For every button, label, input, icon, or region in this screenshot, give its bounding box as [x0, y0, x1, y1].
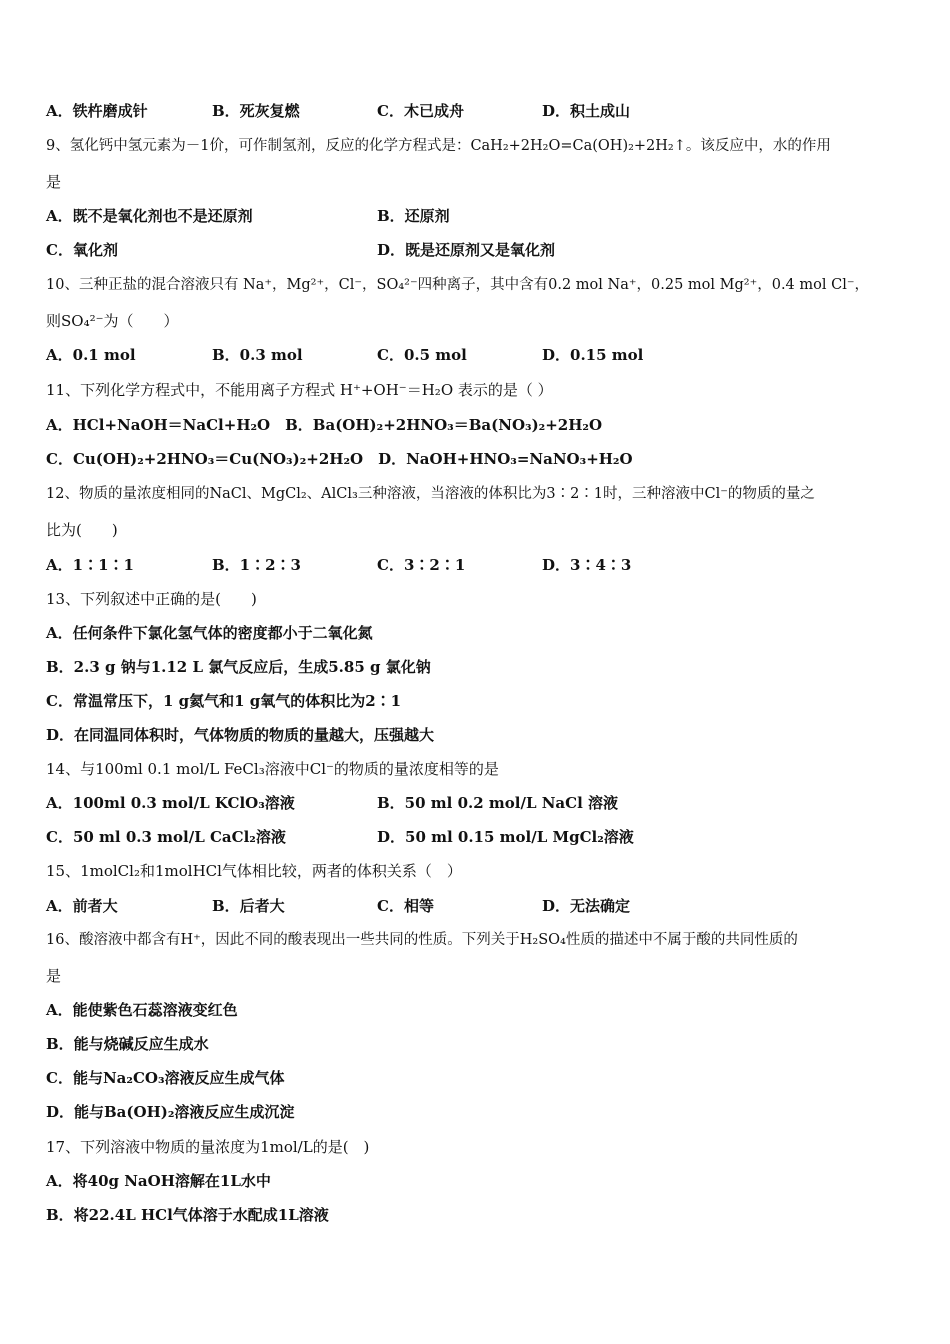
q9-option-c: C．氧化剂	[46, 241, 118, 259]
q10-option-b: B．0.3 mol	[212, 346, 303, 364]
q9-stem-line1: 9、氢化钙中氢元素为－1价，可作制氢剂，反应的化学方程式是：CaH₂+2H₂O=Ca(OH)₂+2H₂↑。该反应中，水的作用	[46, 138, 831, 154]
q10-option-c: C．0.5 mol	[377, 346, 467, 364]
q13-stem: 13、下列叙述中正确的是( )	[46, 590, 257, 608]
q10-option-a: A．0.1 mol	[46, 346, 136, 364]
q15-stem: 15、1molCl₂和1molHCl气体相比较，两者的体积关系（ ）	[46, 862, 462, 880]
q16-option-c: C．能与Na₂CO₃溶液反应生成气体	[46, 1069, 285, 1087]
q13-option-d: D．在同温同体积时，气体物质的物质的量越大，压强越大	[46, 726, 435, 744]
q14-option-c: C．50 ml 0.3 mol/L CaCl₂溶液	[46, 828, 286, 846]
q15-option-a: A．前者大	[46, 897, 118, 915]
q8-option-d: D．积土成山	[542, 102, 631, 120]
q14-option-a: A．100ml 0.3 mol/L KClO₃溶液	[46, 794, 295, 812]
q16-option-b: B．能与烧碱反应生成水	[46, 1035, 209, 1053]
q9-stem-line2: 是	[46, 173, 62, 191]
q8-option-b: B．死灰复燃	[212, 102, 300, 120]
q12-option-a: A．1∶1∶1	[46, 556, 134, 574]
q11-options-cd: C．Cu(OH)₂+2HNO₃＝Cu(NO₃)₂+2H₂O D．NaOH+HNO₃=NaNO₃+H₂O	[46, 450, 633, 468]
q17-option-b: B．将22.4L HCl气体溶于水配成1L溶液	[46, 1206, 329, 1224]
q8-option-c: C．木已成舟	[377, 102, 464, 120]
q9-option-b: B．还原剂	[377, 207, 450, 225]
q12-option-b: B．1∶2∶3	[212, 556, 301, 574]
q10-stem-line1: 10、三种正盐的混合溶液只有 Na⁺，Mg²⁺，Cl⁻，SO₄²⁻四种离子，其中含有0.2 mol Na⁺，0.25 mol Mg²⁺，0.4 mol Cl⁻，	[46, 277, 869, 293]
q14-option-d: D．50 ml 0.15 mol/L MgCl₂溶液	[377, 828, 634, 846]
q15-option-b: B．后者大	[212, 897, 285, 915]
q11-stem: 11、下列化学方程式中，不能用离子方程式 H⁺+OH⁻＝H₂O 表示的是（ ）	[46, 381, 553, 399]
q8-option-a: A．铁杵磨成针	[46, 102, 148, 120]
q17-option-a: A．将40g NaOH溶解在1L水中	[46, 1172, 271, 1190]
q9-option-a: A．既不是氧化剂也不是还原剂	[46, 207, 253, 225]
q15-option-d: D．无法确定	[542, 897, 631, 915]
q13-option-c: C．常温常压下，1 g氦气和1 g氧气的体积比为2∶1	[46, 692, 402, 710]
q12-option-d: D．3∶4∶3	[542, 556, 632, 574]
q16-option-a: A．能使紫色石蕊溶液变红色	[46, 1001, 238, 1019]
q11-options-ab: A．HCl+NaOH＝NaCl+H₂O B．Ba(OH)₂+2HNO₃＝Ba(NO₃)₂+2H₂O	[46, 416, 603, 434]
q15-option-c: C．相等	[377, 897, 434, 915]
q9-option-d: D．既是还原剂又是氧化剂	[377, 241, 556, 259]
q10-stem-line2: 则SO₄²⁻为（ ）	[46, 312, 179, 330]
q16-option-d: D．能与Ba(OH)₂溶液反应生成沉淀	[46, 1103, 295, 1121]
q16-stem-line1: 16、酸溶液中都含有H⁺，因此不同的酸表现出一些共同的性质。下列关于H₂SO₄性质的描述中不属于酸的共同性质的	[46, 932, 798, 948]
q14-stem: 14、与100ml 0.1 mol/L FeCl₃溶液中Cl⁻的物质的量浓度相等的是	[46, 760, 499, 778]
q12-stem-line2: 比为( )	[46, 521, 118, 539]
q16-stem-line2: 是	[46, 967, 62, 985]
q12-option-c: C．3∶2∶1	[377, 556, 466, 574]
q13-option-a: A．任何条件下氯化氢气体的密度都小于二氧化氮	[46, 624, 373, 642]
q13-option-b: B．2.3 g 钠与1.12 L 氯气反应后，生成5.85 g 氯化钠	[46, 658, 431, 676]
q10-option-d: D．0.15 mol	[542, 346, 644, 364]
q12-stem-line1: 12、物质的量浓度相同的NaCl、MgCl₂、AlCl₃三种溶液，当溶液的体积比为3∶2∶1时，三种溶液中Cl⁻的物质的量之	[46, 486, 815, 502]
q17-stem: 17、下列溶液中物质的量浓度为1mol/L的是( )	[46, 1138, 370, 1156]
q14-option-b: B．50 ml 0.2 mol/L NaCl 溶液	[377, 794, 618, 812]
